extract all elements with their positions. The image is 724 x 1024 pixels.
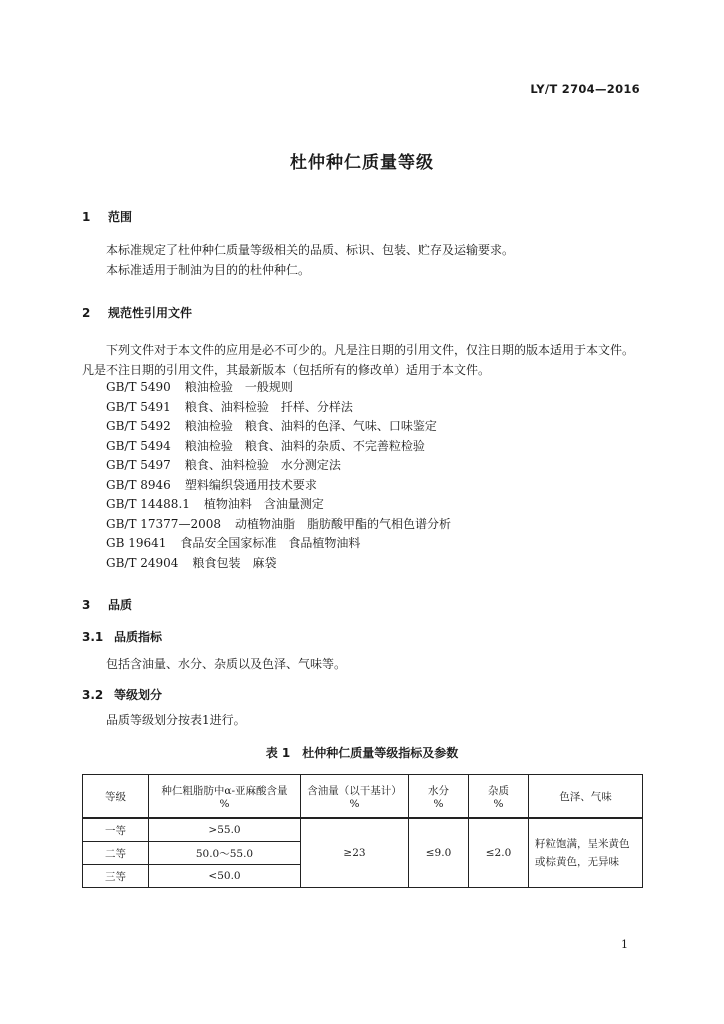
header-impurity	[469, 775, 529, 819]
reference-item	[106, 398, 646, 418]
reference-item	[106, 534, 646, 554]
subsection-3-2-heading	[82, 686, 162, 703]
header-line: 含油量（以干基计）	[307, 784, 402, 797]
page-number: 1	[621, 938, 628, 951]
reference-item	[106, 515, 646, 535]
header-ala	[149, 775, 301, 819]
reference-name: 粮油检验 一般规则	[184, 380, 293, 394]
header-line: 种仁粗脂肪中α-亚麻酸含量	[161, 784, 288, 797]
header-colour-odour	[529, 775, 643, 819]
grade-cell: 一等	[83, 818, 149, 842]
standard-code: LY/T 2704—2016	[530, 82, 640, 96]
reference-item	[106, 378, 646, 398]
header-line: 等级	[105, 790, 126, 803]
header-moisture	[409, 775, 469, 819]
scope-paragraph: 本标准规定了杜仲种仁质量等级相关的品质、标识、包装、贮存及运输要求。	[106, 243, 515, 257]
reference-name: 粮油检验 粮食、油料的杂质、不完善粒检验	[184, 438, 425, 453]
subsection-3-1-heading	[82, 628, 162, 645]
reference-name: 植物油料 含油量测定	[203, 497, 324, 511]
subsection-title: 品质指标	[114, 630, 163, 644]
normative-intro	[82, 340, 642, 380]
colour-odour-cell: 籽粒饱满，呈米黄色或棕黄色，无异味	[529, 818, 643, 888]
section-number: 2	[82, 306, 91, 320]
table-row	[83, 818, 643, 842]
subsection-number: 3.1	[82, 630, 104, 644]
table-header-row	[83, 775, 643, 819]
header-unit: %	[219, 797, 230, 810]
section-title: 规范性引用文件	[108, 306, 193, 320]
reference-name: 粮食包装 麻袋	[192, 555, 277, 570]
reference-name: 粮油检验 粮食、油料的色泽、气味、口味鉴定	[184, 419, 437, 433]
oil-cell: ≥23	[301, 818, 409, 888]
grade-table	[82, 774, 643, 888]
header-line: 水分	[428, 784, 449, 797]
impurity-cell: ≤2.0	[469, 818, 529, 888]
header-line: 色泽、气味	[559, 790, 612, 803]
reference-item	[106, 476, 646, 496]
reference-item	[106, 456, 646, 476]
grade-cell: 二等	[83, 842, 149, 865]
indicators-text: 包括含油量、水分、杂质以及色泽、气味等。	[106, 657, 347, 671]
grade-cell: 三等	[83, 865, 149, 888]
header-unit: %	[349, 797, 360, 810]
reference-name: 粮食、油料检验 水分测定法	[184, 458, 341, 472]
header-unit: %	[493, 797, 504, 810]
reference-name: 粮食、油料检验 扦样、分样法	[184, 399, 353, 414]
section-title: 品质	[108, 598, 133, 612]
section-2-heading	[82, 304, 192, 321]
section-number: 3	[82, 598, 91, 612]
reference-name: 塑料编织袋通用技术要求	[184, 477, 317, 492]
scope-paragraph: 本标准适用于制油为目的的杜仲种仁。	[106, 263, 311, 277]
section-1-heading	[82, 208, 132, 225]
reference-code: GB/T 5497	[106, 458, 171, 472]
reference-code: GB/T 17377—2008	[106, 516, 221, 531]
grading-body	[82, 710, 642, 730]
reference-code: GB/T 5492	[106, 419, 171, 433]
header-unit: %	[433, 797, 444, 810]
reference-list	[106, 378, 646, 573]
moisture-cell: ≤9.0	[409, 818, 469, 888]
reference-item	[106, 554, 646, 574]
header-line: 杂质	[488, 784, 509, 797]
scope-body	[82, 240, 642, 280]
reference-code: GB/T 8946	[106, 477, 171, 492]
section-number: 1	[82, 210, 91, 224]
ala-cell: 50.0～55.0	[149, 842, 301, 865]
indicators-body	[82, 654, 642, 674]
header-oil	[301, 775, 409, 819]
reference-code: GB 19641	[106, 536, 167, 550]
reference-item	[106, 437, 646, 457]
reference-name: 动植物油脂 脂肪酸甲酯的气相色谱分析	[234, 516, 451, 531]
section-title: 范围	[108, 210, 133, 224]
ala-cell: >55.0	[149, 818, 301, 842]
ala-cell: <50.0	[149, 865, 301, 888]
table-caption: 表 1 杜仲种仁质量等级指标及参数	[265, 746, 459, 760]
reference-code: GB/T 5490	[106, 380, 171, 394]
subsection-number: 3.2	[82, 688, 104, 702]
header-grade	[83, 775, 149, 819]
document-title: 杜仲种仁质量等级	[290, 153, 434, 173]
grading-text: 品质等级划分按表1进行。	[106, 713, 246, 727]
reference-name: 食品安全国家标准 食品植物油料	[180, 536, 361, 550]
reference-code: GB/T 14488.1	[106, 497, 190, 511]
reference-code: GB/T 5491	[106, 399, 171, 414]
reference-item	[106, 417, 646, 437]
reference-code: GB/T 5494	[106, 438, 171, 453]
normative-intro-text: 下列文件对于本文件的应用是必不可少的。凡是注日期的引用文件，仅注日期的版本适用于本文件。凡是不注日期的引用文件，其最新版本（包括所有的修改单）适用于本文件。	[82, 343, 635, 377]
section-3-heading	[82, 596, 132, 613]
reference-item	[106, 495, 646, 515]
subsection-title: 等级划分	[114, 688, 163, 702]
reference-code: GB/T 24904	[106, 555, 179, 570]
